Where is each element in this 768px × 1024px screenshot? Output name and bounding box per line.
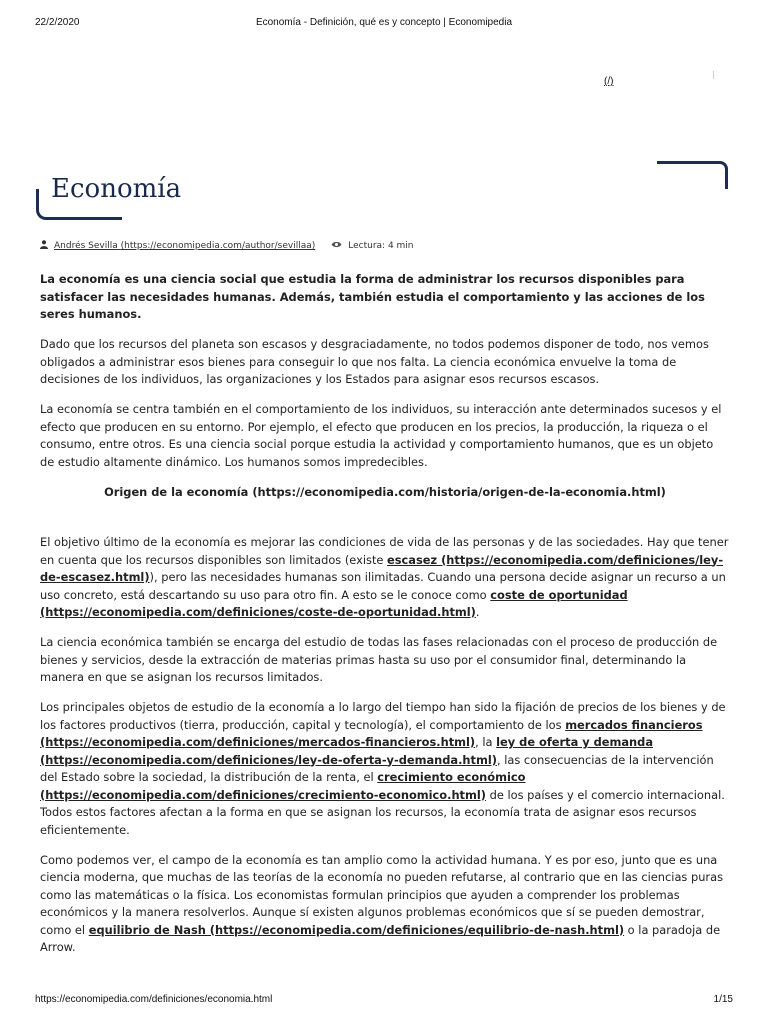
text-span: de los países y el comercio internacional. Todos estos factores afectan a la forma en que se asignan los recursos, la economía trata de asignar esos recursos eficientemente. (40, 787, 725, 837)
equilibrio-nash-link[interactable]: equilibrio de Nash (https://economipedia.com/definiciones/equilibrio-de-nash.html) (88, 922, 625, 937)
paragraph-6 (40, 852, 730, 957)
print-header (0, 17, 768, 31)
article-lead: La economía es una ciencia social que estudia la forma de administrar los recursos disponibles para satisfacer las necesidades humanas. Además, también estudia el comportamiento y las acciones de los seres humanos. (40, 272, 705, 321)
home-link[interactable]: (/) (604, 76, 614, 87)
user-icon (40, 240, 48, 252)
author-link[interactable] (54, 241, 315, 251)
coste-oportunidad-link[interactable]: coste de oportunidad (https://economipedia.com/definiciones/coste-de-oportunidad.html) (40, 587, 628, 619)
paragraph-1: Dado que los recursos del planeta son escasos y desgraciadamente, no todos podemos disponer de todo, nos vemos obligados a administrar esos bienes para conseguir lo que nos falta. La ciencia económica envuelve la toma de decisiones de los individuos, las organizaciones y los Estados para asignar esos recursos escasos. (40, 337, 709, 386)
page-title: Economía (51, 174, 182, 204)
text-span: Los principales objetos de estudio de la economía a lo largo del tiempo han sido la fijación de precios de los bienes y de los factores productivos (tierra, producción, capital y tecnología), el comportamiento de los (40, 700, 726, 732)
ley-oferta-demanda-link[interactable]: ley de oferta y demanda (https://economipedia.com/definiciones/ley-de-oferta-y-demanda.html) (40, 735, 654, 767)
origin-link[interactable]: Origen de la economía (https://economipedia.com/historia/origen-de-la-economia.html) (104, 484, 666, 499)
article-meta (40, 240, 414, 252)
print-url: https://economipedia.com/definiciones/economia.html (35, 994, 273, 1005)
reading-time-label: Lectura: 4 min (348, 241, 414, 251)
text-span: Como podemos ver, el campo de la economía es tan amplio como la actividad humana. Y es por eso, junto que es una ciencia moderna, que muchas de las teorías de la economía no pueden refutarse, al contrario que en las ciencias puras como las matemáticas o la física. Los economistas formulan principios que ayuden a comprender los problemas económicos y la manera resolverlos. Aunque sí existen algunos problemas económicos que sí se pueden demostrar, como el (40, 852, 724, 937)
text-span: El objetivo último de la economía es mejorar las condiciones de vida de las personas y de las sociedades. Hay que tener en cuenta que los recursos disponibles son limitados (existe (40, 535, 729, 567)
text-span: , la (475, 735, 497, 749)
text-span: . (475, 605, 480, 619)
print-page-title: Economía - Definición, qué es y concepto | Economipedia (255, 17, 513, 28)
paragraph-5 (40, 699, 730, 839)
divider (713, 71, 714, 79)
paragraph-2: La economía se centra también en el comportamiento de los individuos, su interacción ante determinados sucesos y el efecto que producen en su entorno. Por ejemplo, el efecto que producen en los precios, la producción, la riqueza o el consumo, entre otros. Es una ciencia social porque estudia la actividad y comportamiento humanos, que es un objeto de estudio altamente dinámico. Los humanos somos impredecibles. (40, 402, 722, 469)
mercados-financieros-link[interactable]: mercados financieros (https://economipedia.com/definiciones/mercados-financieros.html) (40, 717, 703, 749)
crecimiento-economico-link[interactable]: crecimiento económico (https://economipedia.com/definiciones/crecimiento-economico.html) (40, 770, 526, 802)
print-footer (0, 994, 768, 1008)
print-page-number: 1/15 (713, 994, 733, 1005)
author-url: (https://economipedia.com/author/sevillaa) (120, 241, 316, 251)
eye-icon (331, 241, 342, 251)
text-span: ), pero las necesidades humanas son ilimitadas. Cuando una persona decide asignar un recurso a un uso concreto, está descartando su uso para otro fin. A esto se le conoce como (40, 570, 726, 602)
paragraph-3 (40, 534, 730, 622)
reading-time (331, 241, 413, 251)
escasez-link[interactable]: escasez (https://economipedia.com/definiciones/ley-de-escasez.html) (40, 552, 724, 584)
paragraph-4: La ciencia económica también se encarga del estudio de todas las fases relacionadas con el proceso de producción de bienes y servicios, desde la extracción de materias primas hasta su uso por el consumidor final, determinando la manera en que se asignan los recursos limitados. (40, 635, 718, 684)
text-span: o la paradoja de Arrow. (40, 922, 721, 954)
print-date: 22/2/2020 (35, 17, 80, 28)
article-body (40, 271, 730, 969)
author-name: Andrés Sevilla (54, 241, 118, 251)
text-span: , las consecuencias de la intervención del Estado sobre la sociedad, la distribución de la renta, el (40, 752, 714, 784)
title-corner-top-right (657, 161, 728, 189)
